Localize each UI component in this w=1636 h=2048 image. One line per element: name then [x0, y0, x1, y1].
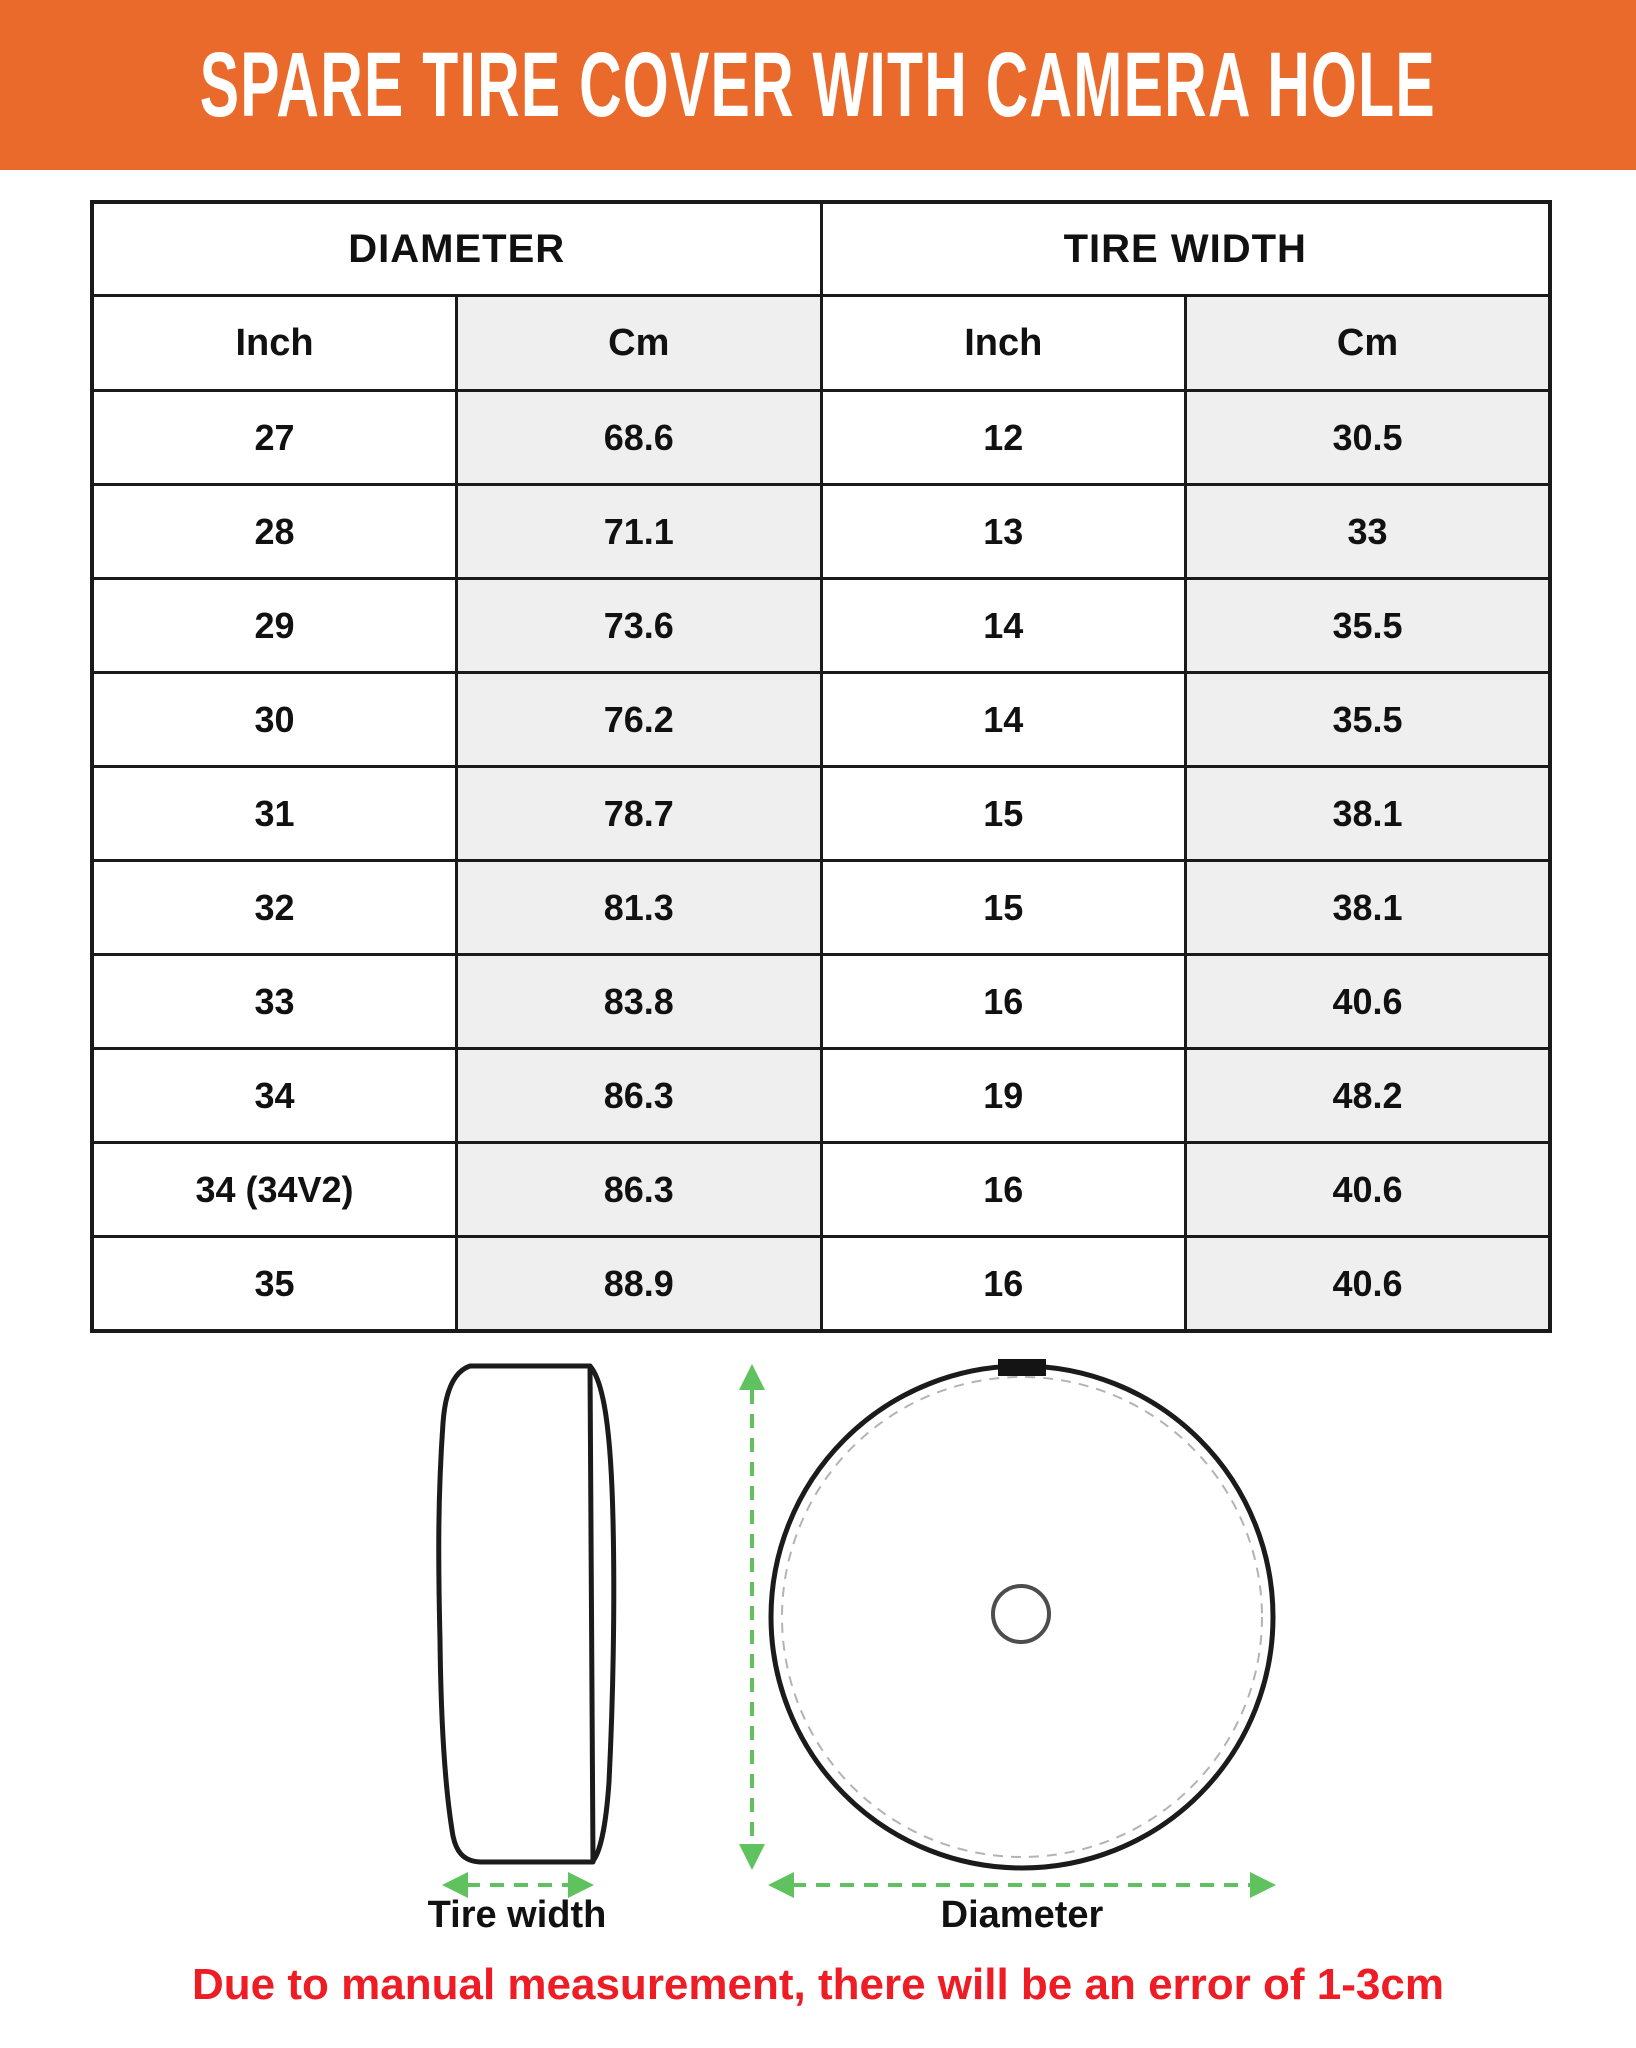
diameter-inch-cell: 29 [92, 579, 457, 673]
tire-side-view-icon [439, 1366, 614, 1862]
camera-hole-icon [993, 1586, 1049, 1642]
diameter-inch-cell: 34 (34V2) [92, 1143, 457, 1237]
width-inch-cell: 14 [821, 673, 1186, 767]
diameter-cm-cell: 68.6 [457, 391, 822, 485]
diameter-inch-cell: 35 [92, 1237, 457, 1332]
width-inch-cell: 16 [821, 1143, 1186, 1237]
diameter-label: Diameter [940, 1894, 1104, 1936]
width-inch-cell: 19 [821, 1049, 1186, 1143]
diameter-inch-cell: 31 [92, 767, 457, 861]
diameter-inch-cell: 30 [92, 673, 457, 767]
column-header-inch: Inch [821, 296, 1186, 391]
group-header-tire-width: TIRE WIDTH [821, 202, 1550, 296]
diameter-inch-cell: 34 [92, 1049, 457, 1143]
column-header-inch: Inch [92, 296, 457, 391]
diameter-cm-cell: 83.8 [457, 955, 822, 1049]
diameter-inch-cell: 33 [92, 955, 457, 1049]
width-cm-cell: 35.5 [1186, 579, 1551, 673]
group-header-diameter: DIAMETER [92, 202, 821, 296]
width-cm-cell: 40.6 [1186, 955, 1551, 1049]
width-inch-cell: 15 [821, 767, 1186, 861]
diameter-cm-cell: 86.3 [457, 1143, 822, 1237]
tire-front-view-icon [771, 1359, 1273, 1868]
diameter-cm-cell: 78.7 [457, 767, 822, 861]
diameter-inch-cell: 32 [92, 861, 457, 955]
width-inch-cell: 16 [821, 955, 1186, 1049]
width-cm-cell: 38.1 [1186, 767, 1551, 861]
width-cm-cell: 38.1 [1186, 861, 1551, 955]
diameter-cm-cell: 76.2 [457, 673, 822, 767]
width-cm-cell: 48.2 [1186, 1049, 1551, 1143]
diameter-cm-cell: 81.3 [457, 861, 822, 955]
column-header-cm: Cm [457, 296, 822, 391]
diameter-inch-cell: 27 [92, 391, 457, 485]
width-inch-cell: 14 [821, 579, 1186, 673]
measurement-note: Due to manual measurement, there will be an error of 1-3cm [192, 1960, 1444, 2009]
tire-width-label: Tire width [427, 1894, 607, 1936]
width-inch-cell: 12 [821, 391, 1186, 485]
width-cm-cell: 40.6 [1186, 1237, 1551, 1332]
mount-strap-icon [998, 1359, 1046, 1376]
width-inch-cell: 16 [821, 1237, 1186, 1332]
width-cm-cell: 35.5 [1186, 673, 1551, 767]
width-inch-cell: 15 [821, 861, 1186, 955]
diameter-cm-cell: 71.1 [457, 485, 822, 579]
diameter-vertical-arrow-icon [739, 1364, 765, 1870]
diameter-cm-cell: 86.3 [457, 1049, 822, 1143]
width-cm-cell: 33 [1186, 485, 1551, 579]
width-cm-cell: 30.5 [1186, 391, 1551, 485]
diameter-inch-cell: 28 [92, 485, 457, 579]
diameter-cm-cell: 88.9 [457, 1237, 822, 1332]
page-title: SPARE TIRE COVER WITH CAMERA HOLE [199, 33, 1437, 136]
width-cm-cell: 40.6 [1186, 1143, 1551, 1237]
diameter-cm-cell: 73.6 [457, 579, 822, 673]
width-inch-cell: 13 [821, 485, 1186, 579]
column-header-cm: Cm [1186, 296, 1551, 391]
